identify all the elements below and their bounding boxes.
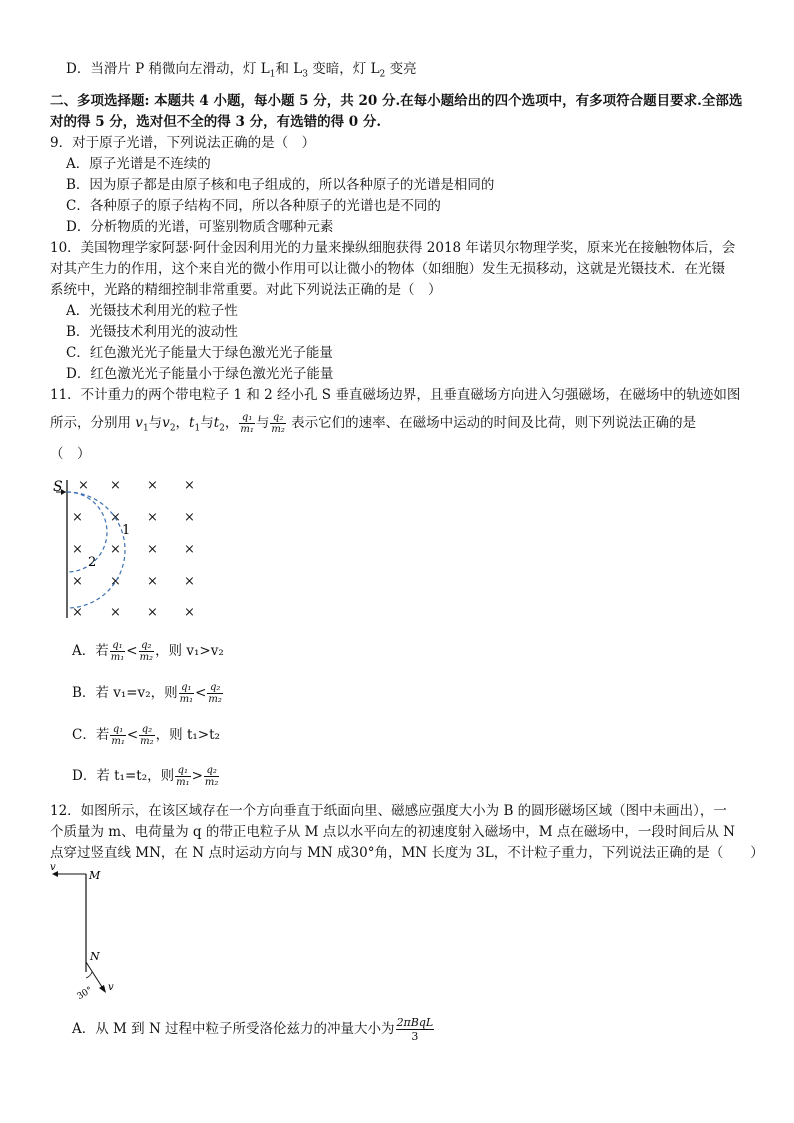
- svg-text:×: ×: [72, 605, 83, 620]
- q9-option-c: C．各种原子的原子结构不同，所以各种原子的光谱也是不同的: [66, 198, 441, 214]
- svg-text:×: ×: [78, 478, 89, 493]
- q9-option-a: A．原子光谱是不连续的: [66, 156, 211, 172]
- svg-text:×: ×: [184, 542, 195, 557]
- q10-stem-line2: 对其产生力的作用，这个来自光的微小作用可以让微小的物体（如细胞）发生无损移动，这就是光镊技术．在光镊: [50, 261, 725, 277]
- svg-text:×: ×: [147, 542, 158, 557]
- q11-stem-line2: 所示，分别用 $v_1$与$v_2$，$t_1$与$t_2$， $\frac{\text{q₁}}{\text{m₁}}$ 与 $\frac{\text{q₂}}{\text{m₂}}$ 表示它们的速率、在磁场中运动的时间及比荷，则下列说法正确的是: [50, 412, 697, 435]
- svg-text:×: ×: [147, 574, 158, 589]
- label-M: M: [89, 869, 101, 882]
- svg-text:×: ×: [184, 510, 195, 525]
- svg-text:×: ×: [147, 605, 158, 620]
- q12-figure: [46, 862, 136, 1002]
- q10-option-a: A．光镊技术利用光的粒子性: [66, 303, 238, 319]
- label-angle: 30°: [75, 985, 95, 1002]
- q11-option-b: B．若 v₁=v₂，则 $\frac{\text{q₁}}{\text{m₁}}$ < $\frac{\text{q₂}}{\text{m₂}}$: [72, 682, 222, 705]
- fraction-q1m1: $\frac{\text{q₁}}{\text{m₁}}$: [240, 412, 254, 435]
- q12-stem-line2: 个质量为 m、电荷量为 q 的带正电粒子从 M 点以水平向左的初速度射入磁场中，M 点在磁场中，一段时间后从 N: [50, 824, 735, 840]
- svg-text:×: ×: [110, 605, 121, 620]
- q11-magnetic-field-figure: [48, 472, 218, 622]
- label-1: 1: [122, 523, 131, 538]
- q10-option-c: C．红色激光光子能量大于绿色激光光子能量: [66, 345, 333, 361]
- label-v-bottom: v: [108, 982, 114, 993]
- q11-stem-line3: （ ）: [50, 446, 91, 462]
- svg-text:×: ×: [110, 574, 121, 589]
- fraction-q2m2: $\frac{\text{q₂}}{\text{m₂}}$: [271, 412, 285, 435]
- q10-stem-line1: 10．美国物理学家阿瑟·阿什金因利用光的力量来操纵细胞获得 2018 年诺贝尔物理学奖，原来光在接触物体后，会: [50, 240, 736, 256]
- q11-option-d: D．若 t₁=t₂，则 $\frac{\text{q₁}}{\text{m₁}}$ > $\frac{\text{q₂}}{\text{m₂}}$: [72, 765, 219, 788]
- section2-heading-line2: 对的得 5 分，选对但不全的得 3 分，有选错的得 0 分.: [50, 114, 382, 130]
- trajectory-2: [67, 492, 107, 572]
- q12-stem-line3: 点穿过竖直线 MN，在 N 点时运动方向与 MN 成30°角，MN 长度为 3L，不计粒子重力，下列说法正确的是（ ）: [50, 845, 764, 861]
- svg-text:×: ×: [184, 605, 195, 620]
- section2-heading-line1: 二、多项选择题: 本题共 4 小题，每小题 5 分，共 20 分.在每小题给出的四个选项中，有多项符合题目要求.全部选: [50, 93, 743, 109]
- svg-text:×: ×: [72, 542, 83, 557]
- q9-option-d: D．分析物质的光谱，可鉴别物质含哪种元素: [66, 219, 334, 235]
- prev-option-d: D．当滑片 P 稍微向左滑动，灯 $L_1$和 $L_3$ 变暗，灯 $L_2$ 变亮: [66, 61, 417, 80]
- svg-text:×: ×: [147, 510, 158, 525]
- q11-option-a: A．若 $\frac{\text{q₁}}{\text{m₁}}$ < $\frac{\text{q₂}}{\text{m₂}}$ ，则 v₁>v₂: [72, 640, 224, 663]
- svg-text:×: ×: [72, 574, 83, 589]
- q9-stem: 9．对于原子光谱，下列说法正确的是（ ）: [50, 135, 316, 151]
- q11-option-c: C．若 $\frac{\text{q₁}}{\text{m₁}}$ < $\frac{\text{q₂}}{\text{m₂}}$ ，则 t₁>t₂: [72, 724, 220, 747]
- q10-option-d: D．红色激光光子能量小于绿色激光光子能量: [66, 366, 334, 382]
- angle-arc: [86, 972, 92, 978]
- label-N: N: [90, 950, 100, 963]
- svg-text:×: ×: [147, 478, 158, 493]
- q12-stem-line1: 12．如图所示，在该区域存在一个方向垂直于纸面向里、磁感应强度大小为 B 的圆形磁场区域（图中未画出），一: [50, 803, 727, 819]
- q10-option-b: B．光镊技术利用光的波动性: [66, 324, 238, 340]
- svg-text:×: ×: [184, 574, 195, 589]
- q11-stem-line1: 11．不计重力的两个带电粒子 1 和 2 经小孔 S 垂直磁场边界，且垂直磁场方向进入匀强磁场，在磁场中的轨迹如图: [50, 387, 741, 403]
- label-S: S: [53, 479, 63, 495]
- q12-option-a: A．从 M 到 N 过程中粒子所受洛伦兹力的冲量大小为 $\frac{\text{2πBqL}}{3}$: [72, 1016, 434, 1043]
- label-v-top: v: [50, 862, 56, 873]
- svg-text:×: ×: [72, 510, 83, 525]
- svg-text:×: ×: [184, 478, 195, 493]
- velocity-arrow-N-head: [99, 985, 106, 993]
- q10-stem-line3: 系统中，光路的精细控制非常重要。对此下列说法正确的是（ ）: [50, 282, 442, 298]
- svg-text:×: ×: [110, 478, 121, 493]
- svg-text:×: ×: [110, 542, 121, 557]
- q9-option-b: B．因为原子都是由原子核和电子组成的，所以各种原子的光谱是相同的: [66, 177, 495, 193]
- label-2: 2: [88, 555, 97, 570]
- svg-text:×: ×: [110, 510, 121, 525]
- fraction-impulse: $\frac{\text{2πBqL}}{3}$: [396, 1016, 434, 1043]
